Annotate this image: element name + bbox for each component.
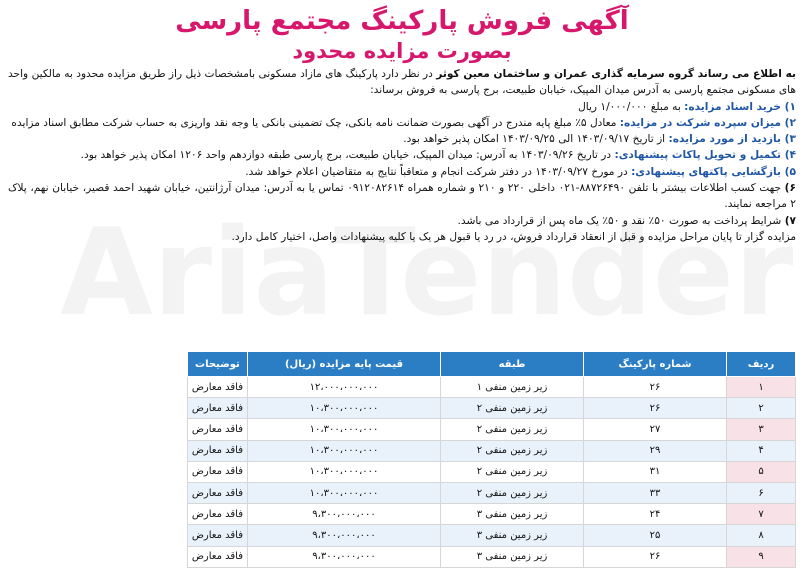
- item-text: معادل ۵٪ مبلغ پایه مندرج در آگهی بصورت ضمانت نامه بانکی، چک تضمینی بانکی یا وجه نقد واریزی به حساب شرکت مطابق اسناد مزایده: [11, 116, 620, 129]
- cell-description: فاقد معارض: [187, 461, 247, 482]
- cell-description: فاقد معارض: [187, 419, 247, 440]
- table-row: [187, 504, 795, 525]
- table-row: [187, 546, 795, 567]
- table-header-row: [187, 352, 795, 377]
- item-2: [8, 115, 796, 131]
- item-1: [8, 99, 796, 115]
- cell-base-price: ۹،۳۰۰،۰۰۰،۰۰۰: [248, 546, 441, 567]
- table-row: [187, 440, 795, 461]
- item-text: به مبلغ ۱/۰۰۰/۰۰۰ ریال: [578, 100, 685, 113]
- item-3: [8, 131, 796, 147]
- table-row: [187, 377, 795, 398]
- col-header-floor: طبقه: [441, 352, 584, 377]
- cell-parking-number: ۳۳: [584, 482, 727, 503]
- cell-floor: زیر زمین منفی ۳: [441, 504, 584, 525]
- cell-description: فاقد معارض: [187, 377, 247, 398]
- cell-floor: زیر زمین منفی ۳: [441, 546, 584, 567]
- item-4: [8, 147, 796, 163]
- cell-row-number: ۵: [727, 461, 796, 482]
- cell-floor: زیر زمین منفی ۲: [441, 461, 584, 482]
- cell-floor: زیر زمین منفی ۲: [441, 398, 584, 419]
- cell-row-number: ۲: [727, 398, 796, 419]
- cell-floor: زیر زمین منفی ۲: [441, 419, 584, 440]
- cell-base-price: ۱۲،۰۰۰،۰۰۰،۰۰۰: [248, 377, 441, 398]
- cell-base-price: ۹،۳۰۰،۰۰۰،۰۰۰: [248, 525, 441, 546]
- cell-floor: زیر زمین منفی ۲: [441, 440, 584, 461]
- cell-parking-number: ۲۶: [584, 398, 727, 419]
- item-label: ۵) بازگشایی پاکتهای پیشنهادی:: [631, 165, 796, 178]
- intro-paragraph: [8, 66, 796, 99]
- col-header-row-number: ردیف: [727, 352, 796, 377]
- cell-description: فاقد معارض: [187, 546, 247, 567]
- ad-page: [0, 4, 804, 570]
- closing-note: مزایده گزار تا پایان مراحل مزایده و قبل از انعقاد قرارداد فروش، در رد یا قبول هر یک یا کلیه پیشنهادات واصل، اختیار کامل دارد.: [231, 230, 796, 243]
- cell-base-price: ۱۰،۳۰۰،۰۰۰،۰۰۰: [248, 419, 441, 440]
- item-6: [8, 180, 796, 213]
- intro-bold: به اطلاع می رساند گروه سرمایه گذاری عمران و ساختمان معین کوثر: [436, 68, 796, 80]
- item-text: شرایط پرداخت به صورت ۵۰٪ نقد و ۵۰٪ یک ماه پس از قرارداد می باشد.: [457, 214, 785, 227]
- item-text: از تاریخ ۱۴۰۳/۰۹/۱۷ الی ۱۴۰۳/۰۹/۲۵ امکان پذیر خواهد بود.: [403, 133, 669, 146]
- cell-description: فاقد معارض: [187, 440, 247, 461]
- cell-description: فاقد معارض: [187, 482, 247, 503]
- cell-row-number: ۹: [727, 546, 796, 567]
- item-label: ۴) تکمیل و تحویل پاکات پیشنهادی:: [614, 149, 796, 162]
- cell-parking-number: ۲۹: [584, 440, 727, 461]
- col-header-description: توضیحات: [187, 352, 247, 377]
- cell-row-number: ۱: [727, 377, 796, 398]
- cell-parking-number: ۲۴: [584, 504, 727, 525]
- table-row: [187, 482, 795, 503]
- item-text: جهت کسب اطلاعات بیشتر با تلفن ۸۸۷۲۶۴۹۰-۰۲۱ داخلی ۲۲۰ و ۲۱۰ و شماره همراه ۰۹۱۲۰۸۲۶۱۴ تماس یا به آدرس: میدان آرژانتین، خیابان شهید احمد قصیر، خیابان نهم، پلاک ۲ مراجعه نمایند.: [8, 182, 796, 211]
- parking-table: [187, 351, 796, 568]
- table-row: [187, 525, 795, 546]
- item-text: در مورخ ۱۴۰۳/۰۹/۲۷ در دفتر شرکت انجام و متعاقباً نتایج به متقاضیان اعلام خواهد شد.: [245, 165, 632, 178]
- cell-parking-number: ۲۶: [584, 546, 727, 567]
- cell-floor: زیر زمین منفی ۳: [441, 525, 584, 546]
- ad-body: [8, 66, 796, 245]
- cell-base-price: ۱۰،۳۰۰،۰۰۰،۰۰۰: [248, 440, 441, 461]
- cell-row-number: ۸: [727, 525, 796, 546]
- cell-parking-number: ۲۶: [584, 377, 727, 398]
- cell-parking-number: ۲۷: [584, 419, 727, 440]
- col-header-parking-number: شماره پارکینگ: [584, 352, 727, 377]
- item-text: در تاریخ ۱۴۰۳/۰۹/۲۶ به آدرس: میدان المپیک، خیابان طبیعت، برج پارسی طبقه دوازدهم واحد ۱۲۰۶ امکان پذیر خواهد بود.: [80, 149, 615, 162]
- table-row: [187, 398, 795, 419]
- table-body: [187, 377, 795, 568]
- cell-description: فاقد معارض: [187, 398, 247, 419]
- cell-base-price: ۱۰،۳۰۰،۰۰۰،۰۰۰: [248, 482, 441, 503]
- cell-base-price: ۹،۳۰۰،۰۰۰،۰۰۰: [248, 504, 441, 525]
- item-label: ۱) خرید اسناد مزایده:: [684, 100, 796, 113]
- cell-base-price: ۱۰،۳۰۰،۰۰۰،۰۰۰: [248, 398, 441, 419]
- table-row: [187, 461, 795, 482]
- item-label: ۲) میزان سپرده شرکت در مزایده:: [619, 116, 796, 129]
- col-header-base-price: قیمت پایه مزایده (ریال): [248, 352, 441, 377]
- item-label: ۷): [784, 214, 796, 227]
- cell-parking-number: ۲۵: [584, 525, 727, 546]
- cell-row-number: ۶: [727, 482, 796, 503]
- table-row: [187, 419, 795, 440]
- cell-base-price: ۱۰،۳۰۰،۰۰۰،۰۰۰: [248, 461, 441, 482]
- ad-subtitle: بصورت مزایده محدود: [292, 39, 512, 63]
- cell-description: فاقد معارض: [187, 504, 247, 525]
- cell-row-number: ۷: [727, 504, 796, 525]
- cell-floor: زیر زمین منفی ۱: [441, 377, 584, 398]
- cell-row-number: ۴: [727, 440, 796, 461]
- item-label: ۶): [784, 182, 796, 195]
- cell-description: فاقد معارض: [187, 525, 247, 546]
- cell-row-number: ۳: [727, 419, 796, 440]
- cell-floor: زیر زمین منفی ۲: [441, 482, 584, 503]
- item-5: [8, 164, 796, 180]
- item-7: [8, 213, 796, 229]
- cell-parking-number: ۳۱: [584, 461, 727, 482]
- intro-rest: در نظر دارد پارکینگ های مازاد مسکونی بامشخصات ذیل راز طریق مزایده محدود به مالکین واحد های مسکونی مجتمع پارسی به آدرس میدان المپیک، خیابان طبیعت، برج پارسی به فروش برساند:: [8, 68, 796, 97]
- ad-title: آگهی فروش پارکینگ مجتمع پارسی: [175, 6, 629, 36]
- item-label: ۳) بازدید از مورد مزایده:: [668, 133, 796, 146]
